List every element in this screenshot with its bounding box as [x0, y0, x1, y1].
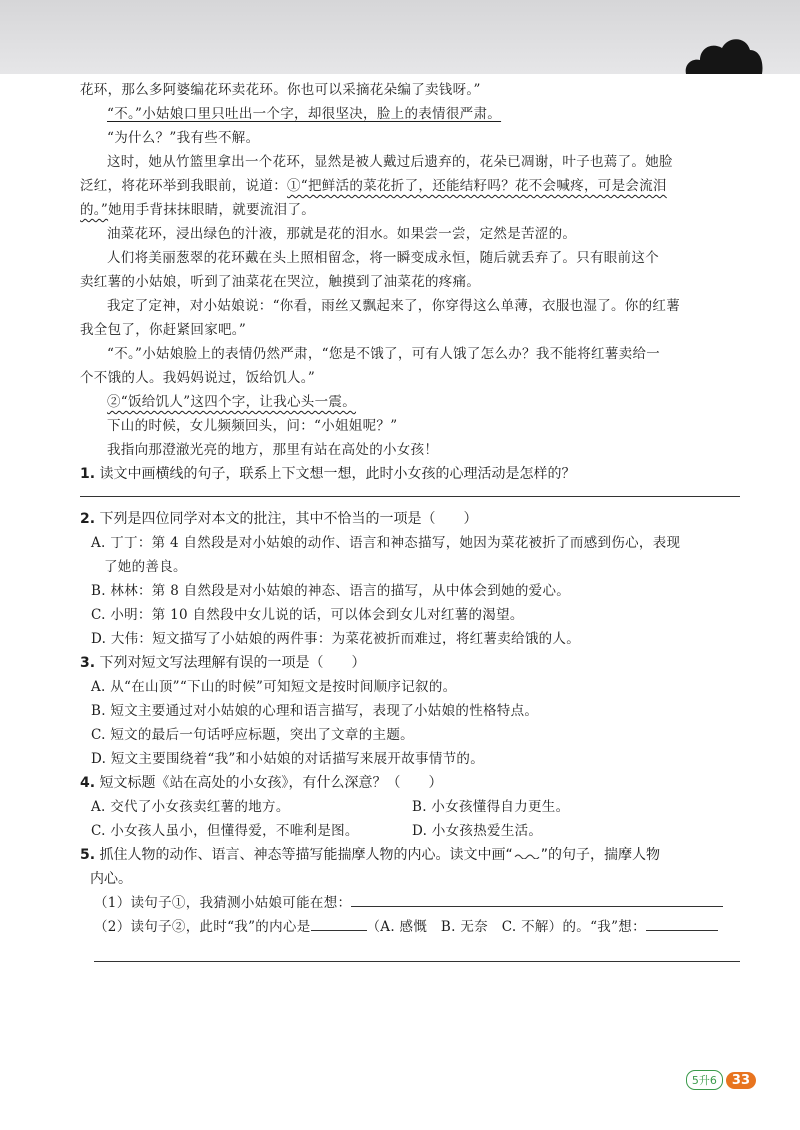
passage-text: 泛红，将花环举到我眼前，说道：: [80, 178, 287, 194]
question-5: [80, 843, 740, 867]
passage-line: [80, 174, 740, 198]
cloud-icon: [682, 34, 764, 74]
wavy-sentence-2: ②“饭给饥人”这四个字，让我心头一震。: [107, 394, 357, 410]
question-3: [80, 651, 740, 675]
choice-blank[interactable]: [311, 916, 367, 931]
passage-line-wavy: [80, 390, 740, 414]
answer-line[interactable]: [94, 961, 740, 962]
page-footer: [686, 1070, 756, 1090]
passage-line: 这时，她从竹篮里拿出一个花环，显然是被人戴过后遗弃的，花朵已凋谢，叶子也蔫了。她脸: [107, 154, 673, 170]
question-number: 5.: [80, 847, 96, 863]
question-text: 读文中画横线的句子，联系上下文想一想，此时小女孩的心理活动是怎样的？: [99, 466, 576, 482]
option-d[interactable]: D. 大伟：短文描写了小姑娘的两件事：为菜花被折而难过，将红薯卖给饿的人。: [91, 631, 581, 647]
passage-text: 她用手背抹抹眼睛，就要流泪了。: [108, 202, 316, 218]
question-text: 下列是四位同学对本文的批注，其中不恰当的一项是（ ）: [99, 511, 478, 527]
question-text: ”的句子，揣摩人物: [540, 847, 661, 863]
answer-blank[interactable]: [351, 892, 723, 907]
option-a[interactable]: A. 交代了小女孩卖红薯的地方。: [91, 799, 290, 815]
question-number: 2.: [80, 511, 96, 527]
wavy-sentence-1: ①“把鲜活的菜花折了，还能结籽吗？花不会喊疼，可是会流泪: [287, 178, 667, 194]
question-number: 1.: [80, 466, 96, 482]
question-5-line2: 内心。: [90, 871, 132, 887]
sub-question-text: （1）读句子①，我猜测小姑娘可能在想：: [94, 895, 352, 911]
option-b[interactable]: B. 小女孩懂得自力更生。: [412, 799, 570, 815]
passage-line: 油菜花环，浸出绿色的汁液，那就是花的泪水。如果尝一尝，定然是苦涩的。: [107, 226, 577, 242]
passage-line: 我定了定神，对小姑娘说：“你看，雨丝又飘起来了，你穿得这么单薄，衣服也湿了。你的红薯: [107, 298, 680, 314]
passage-line: 下山的时候，女儿频频回头，问：“小姐姐呢？”: [107, 418, 398, 434]
sub-question-1: [80, 891, 740, 915]
question-number: 4.: [80, 775, 96, 791]
underlined-sentence: “不。”小姑娘口里只吐出一个字，却很坚决，脸上的表情很严肃。: [107, 106, 502, 122]
worksheet-content: [80, 78, 740, 962]
question-4: [80, 771, 740, 795]
options-row: [80, 819, 740, 843]
passage-line: “不。”小姑娘脸上的表情仍然严肃，“您是不饿了，可有人饿了怎么办？我不能将红薯卖给一: [107, 346, 661, 362]
question-1: [80, 462, 740, 486]
page-number: 33: [726, 1072, 756, 1089]
passage-line: 人们将美丽葱翠的花环戴在头上照相留念，将一瞬变成永恒，随后就丢弃了。只有眼前这个: [107, 250, 659, 266]
option-b[interactable]: B. 短文主要通过对小姑娘的心理和语言描写，表现了小姑娘的性格特点。: [91, 703, 539, 719]
question-number: 3.: [80, 655, 96, 671]
option-d[interactable]: D. 小女孩热爱生活。: [412, 823, 543, 839]
option-a[interactable]: A. 丁丁：第 4 自然段是对小姑娘的动作、语言和神态描写，她因为菜花被折了而感到伤心，表现: [91, 535, 681, 551]
options-row: [80, 795, 740, 819]
wavy-line-mark-icon: [513, 849, 541, 859]
sub-question-text: （A. 感慨 B. 无奈 C. 不解）的。“我”想：: [366, 919, 646, 935]
answer-blank[interactable]: [646, 916, 718, 931]
passage-line: 个不饿的人。我妈妈说过，饭给饥人。”: [80, 370, 316, 386]
option-a[interactable]: A. 从“在山顶”“下山的时候”可知短文是按时间顺序记叙的。: [91, 679, 457, 695]
option-c[interactable]: C. 小女孩人虽小，但懂得爱，不唯利是图。: [91, 823, 359, 839]
passage-line-underlined: [80, 102, 740, 126]
wavy-sentence-1-end: 的。”: [80, 202, 109, 218]
question-text: 下列对短文写法理解有误的一项是（ ）: [99, 655, 366, 671]
passage-line: 我全包了，你赶紧回家吧。”: [80, 322, 247, 338]
passage-line: [80, 198, 740, 222]
question-text: 抓住人物的动作、语言、神态等描写能揣摩人物的内心。读文中画“: [99, 847, 513, 863]
passage-line: 花环，那么多阿婆编花环卖花环。你也可以采摘花朵编了卖钱呀。”: [80, 82, 481, 98]
sub-question-2: [80, 915, 740, 939]
option-c[interactable]: C. 小明：第 10 自然段中女儿说的话，可以体会到女儿对红薯的渴望。: [91, 607, 524, 623]
option-b[interactable]: B. 林林：第 8 自然段是对小姑娘的神态、语言的描写，从中体会到她的爱心。: [91, 583, 571, 599]
option-a-cont: 了她的善良。: [104, 559, 187, 575]
page-header-band: [0, 0, 800, 74]
sub-question-text: （2）读句子②，此时“我”的内心是: [94, 919, 311, 935]
passage-line: “为什么？”我有些不解。: [107, 130, 260, 146]
option-c[interactable]: C. 短文的最后一句话呼应标题，突出了文章的主题。: [91, 727, 414, 743]
passage-line: 卖红薯的小姑娘，听到了油菜花在哭泣，触摸到了油菜花的疼痛。: [80, 274, 481, 290]
question-text: 短文标题《站在高处的小女孩》，有什么深意？（ ）: [99, 775, 443, 791]
option-d[interactable]: D. 短文主要围绕着“我”和小姑娘的对话描写来展开故事情节的。: [91, 751, 485, 767]
passage-line: 我指向那澄澈光亮的地方，那里有站在高处的小女孩！: [107, 442, 439, 458]
grade-badge: 5升6: [686, 1070, 723, 1090]
question-2: [80, 507, 740, 531]
